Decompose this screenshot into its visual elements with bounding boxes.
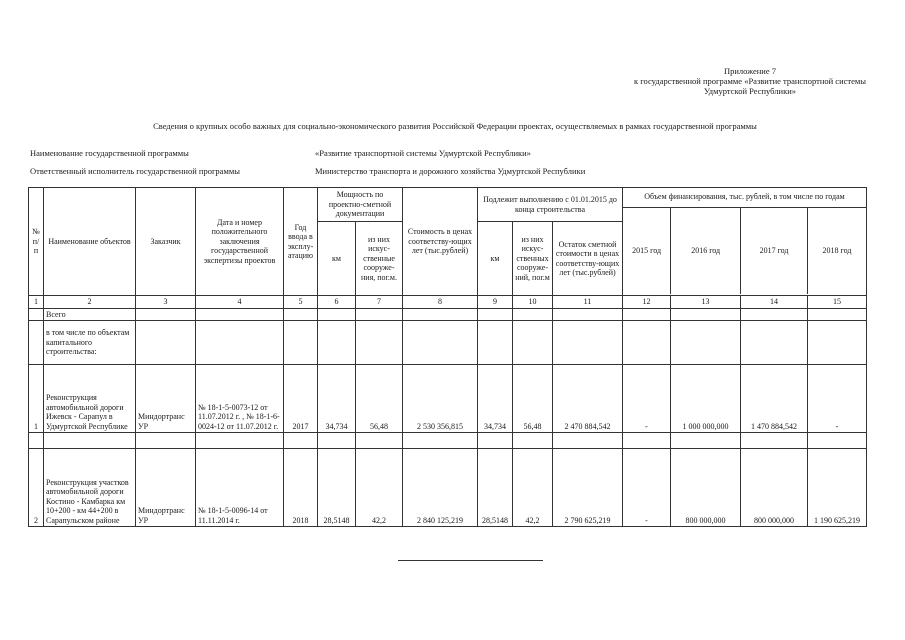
col-number: 1: [29, 296, 44, 309]
row-year: 2017: [284, 365, 318, 433]
header-financing: [623, 188, 867, 296]
header-num: № п/п: [29, 188, 44, 296]
document-heading: Сведения о крупных особо важных для социально-экономического развития Российской Федерации проектах, осуществляемых в рамках государственной программы: [153, 121, 757, 131]
executor-label: Ответственный исполнитель государственной программы: [30, 166, 240, 176]
col-number: 10: [513, 296, 553, 309]
header-row: [29, 188, 867, 222]
header-capacity-group: Мощность по проектно-сметной документации: [318, 188, 403, 222]
row-2018: 1 190 625,219: [808, 449, 867, 527]
header-financing-group: Объем финансирования, тыс. рублей, в том числе по годам: [623, 188, 866, 208]
row-remaining: 2 790 625,219: [553, 449, 623, 527]
header-todo-group: Подлежит выполнению с 01.01.2015 до конца строительства: [478, 188, 623, 222]
table-row: [29, 365, 867, 433]
row-year: 2018: [284, 449, 318, 527]
col-number: 12: [623, 296, 671, 309]
col-number: 9: [478, 296, 513, 309]
including-row: [29, 321, 867, 365]
row-2017: 1 470 884,542: [741, 365, 808, 433]
header-2018: 2018 год: [822, 246, 852, 256]
appendix-line: к государственной программе «Развитие транспортной системы: [634, 76, 866, 86]
row-2016: 800 000,000: [671, 449, 741, 527]
header-cost: Стоимость в ценах соответству-ющих лет (тыс.рублей): [403, 188, 478, 296]
header-2016: 2016 год: [671, 208, 741, 294]
col-number: 11: [553, 296, 623, 309]
program-value: «Развитие транспортной системы Удмуртской Республики»: [315, 148, 531, 158]
row-cap-km: 34,734: [318, 365, 356, 433]
col-number: 4: [196, 296, 284, 309]
row-todo-art: 42,2: [513, 449, 553, 527]
header-name: Наименование объектов: [44, 188, 136, 296]
executor-value: Министерство транспорта и дорожного хозяйства Удмуртской Республики: [315, 166, 586, 176]
table-row: [29, 449, 867, 527]
row-todo-km: 28,5148: [478, 449, 513, 527]
col-number: 6: [318, 296, 356, 309]
row-2016: 1 000 000,000: [671, 365, 741, 433]
row-cap-km: 28,5148: [318, 449, 356, 527]
row-todo-art: 56,48: [513, 365, 553, 433]
header-customer: Заказчик: [136, 188, 196, 296]
header-capacity-km: км: [318, 222, 356, 296]
row-cap-art: 42,2: [356, 449, 403, 527]
total-label: Всего: [44, 308, 136, 321]
col-number: 2: [44, 296, 136, 309]
program-label: Наименование государственной программы: [30, 148, 189, 158]
header-todo-art: из них искус-ственных сооруже-ний, пог.м: [513, 222, 553, 296]
col-number: 3: [136, 296, 196, 309]
col-number: 7: [356, 296, 403, 309]
total-row: [29, 308, 867, 321]
col-number: 8: [403, 296, 478, 309]
row-name: Реконструкция участков автомобильной дороги Костино - Камбарка км 10+200 - км 44+200 в Сарапульском районе: [44, 449, 136, 527]
footer-divider: [398, 560, 543, 561]
row-2018: -: [808, 365, 867, 433]
spacer-row: [29, 433, 867, 449]
header-2017: 2017 год: [741, 208, 808, 294]
row-customer: Миндортранс УР: [136, 365, 196, 433]
header-capacity-art: из них искус-ственные сооруже-ния, пог.м.: [356, 222, 403, 296]
column-numbers-row: [29, 296, 867, 309]
row-todo-km: 34,734: [478, 365, 513, 433]
row-name: Реконструкция автомобильной дороги Ижевск - Сарапул в Удмуртской Республике: [44, 365, 136, 433]
appendix-line: Удмуртской Республики»: [703, 86, 797, 96]
projects-table: [28, 187, 867, 527]
row-expertise: № 18-1-5-0073-12 от 11.07.2012 г. , № 18-1-6-0024-12 от 11.07.2012 г.: [196, 365, 284, 433]
row-cost: 2 530 356,815: [403, 365, 478, 433]
row-2015: -: [623, 449, 671, 527]
appendix-title: Приложение 7: [724, 66, 776, 76]
header-expertise: Дата и номер положительного заключения государственной экспертизы проектов: [196, 188, 284, 296]
row-num: 2: [29, 449, 44, 527]
row-cost: 2 840 125,219: [403, 449, 478, 527]
header-todo-km: км: [478, 222, 513, 296]
appendix-block: [615, 66, 885, 96]
row-customer: Миндортранс УР: [136, 449, 196, 527]
row-remaining: 2 470 884,542: [553, 365, 623, 433]
col-number: 14: [741, 296, 808, 309]
header-remaining: Остаток сметной стоимости в ценах соответству-ющих лет (тыс.рублей): [553, 222, 623, 296]
row-2017: 800 000,000: [741, 449, 808, 527]
col-number: 15: [808, 296, 867, 309]
header-2015: 2015 год: [623, 208, 671, 294]
row-num: 1: [29, 365, 44, 433]
row-2015: -: [623, 365, 671, 433]
header-year: Год ввода в эксплу-атацию: [284, 188, 318, 296]
col-number: 13: [671, 296, 741, 309]
including-label: в том числе по объектам капитального строительства:: [44, 321, 136, 365]
col-number: 5: [284, 296, 318, 309]
row-expertise: № 18-1-5-0096-14 от 11.11.2014 г.: [196, 449, 284, 527]
row-cap-art: 56,48: [356, 365, 403, 433]
